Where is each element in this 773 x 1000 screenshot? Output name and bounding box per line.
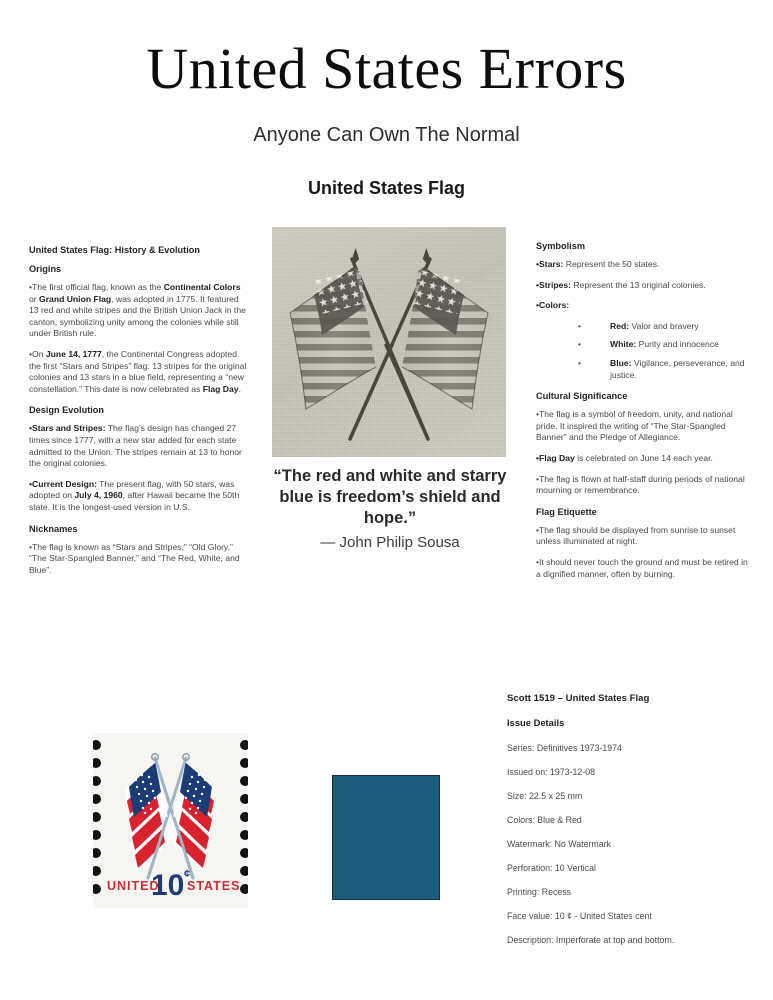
stripes-text: Represent the 13 original colonies. <box>571 279 706 290</box>
color-name-white: White: <box>610 339 637 350</box>
origins-b2-bold1: June 14, 1777 <box>45 348 102 359</box>
design-b1-text: The flag’s design has changed 27 times since 1777, with a new star added for each state admitted to the Union. The stripes remain at 13 to honor the original colonies. <box>29 423 242 469</box>
etiquette-bullet-2: •It should never touch the ground and must be retired in a dignified manner, often by burning. <box>536 556 748 579</box>
bullet-icon: • <box>578 339 582 350</box>
stamp-cent-mark: ¢ <box>184 868 191 880</box>
colors-bold: •Colors: <box>536 300 570 311</box>
origins-bullet-2 <box>29 349 247 395</box>
detail-row-description: Description: Imperforate at top and bottom. <box>507 935 675 945</box>
colors-sublist <box>536 321 752 381</box>
color-name-red: Red: <box>610 320 630 331</box>
flag-etiquette-heading: Flag Etiquette <box>536 506 597 517</box>
color-item-white <box>536 339 752 351</box>
color-item-blue <box>536 358 752 381</box>
cultural-bullet-2 <box>536 453 752 465</box>
issue-details-heading: Issue Details <box>507 717 565 728</box>
pull-quote: “The red and white and starry blue is freedom’s shield and hope.” <box>273 467 507 527</box>
color-desc-white: Purity and innocence <box>636 339 719 350</box>
detail-row-watermark: Watermark: No Watermark <box>507 839 611 849</box>
symbolism-heading: Symbolism <box>536 241 586 251</box>
nicknames-text: •The flag is known as “Stars and Stripes,” “Old Glory,” “The Star-Spangled Banner,” and “The Red, White, and Blue”. <box>29 541 240 575</box>
page-title: United States Errors <box>146 36 627 101</box>
symbolism-colors-label <box>536 300 752 312</box>
stripes-bold: •Stripes: <box>536 279 572 290</box>
design-b2-text2: , after Hawaii became the 50th state. It is the longest-used version in U.S. <box>29 490 240 512</box>
color-desc-blue: Vigilance, perseverance, and justice. <box>610 357 745 380</box>
design-b2-text1: The present flag, with 50 stars, was adopted on <box>29 478 235 501</box>
symbolism-stripes <box>536 280 752 292</box>
detail-row-printing: Printing: Recess <box>507 887 572 897</box>
origins-b1-pre: •The first official flag, known as the <box>29 282 164 292</box>
color-swatch-blue <box>332 775 440 900</box>
crossed-flags-engraving-art <box>272 227 506 457</box>
origins-b1-bold1: Continental Colors <box>163 282 241 292</box>
flag-day-bold: •Flag Day <box>536 452 575 463</box>
etiquette-bullet-1: •The flag should be displayed from sunrise to sunset unless illuminated at night. <box>536 524 736 547</box>
origins-b1-mid: or <box>29 293 40 304</box>
page-subtitle: Anyone Can Own The Normal <box>253 124 520 146</box>
stars-bold: •Stars: <box>536 259 564 269</box>
origins-b2-pre: •On <box>29 348 46 359</box>
detail-row-perforation: Perforation: 10 Vertical <box>507 863 596 873</box>
origins-b2-post: . <box>238 383 241 394</box>
design-bullet-1 <box>29 423 247 469</box>
origins-heading: Origins <box>29 264 62 274</box>
origins-b2-mid: , the Continental Congress adopted the first “Stars and Stripes” flag: 13 stripes for the original colonies and 13 stars in a blue field, representing a “new constellation.” This date is now celebrated as <box>29 348 247 394</box>
cultural-bullet-1: •The flag is a symbol of freedom, unity, and national pride. It inspired the writing of “The Star-Spangled Banner” and the Pledge of Allegiance. <box>536 409 733 443</box>
stamp-artwork <box>93 733 248 908</box>
nicknames-heading: Nicknames <box>29 523 78 534</box>
left-column <box>29 244 247 585</box>
bullet-icon: • <box>578 357 582 368</box>
stamp-left-word: UNITED <box>107 879 160 893</box>
design-evolution-heading: Design Evolution <box>29 405 105 416</box>
design-b2-bold2: July 4, 1960 <box>74 490 123 501</box>
flag-day-text: is celebrated on June 14 each year. <box>574 452 713 463</box>
detail-row-colors: Colors: Blue & Red <box>507 815 582 825</box>
right-column <box>536 240 752 589</box>
design-bullet-2 <box>29 479 247 514</box>
detail-row-issued-on: Issued on: 1973-12-08 <box>507 767 596 777</box>
detail-row-face-value: Face value: 10 ¢ - United States cent <box>507 911 652 921</box>
issue-details-panel <box>507 693 763 958</box>
origins-b2-bold2: Flag Day <box>202 383 239 394</box>
origins-b1-bold2: Grand Union Flag <box>39 293 112 304</box>
cultural-bullet-3: •The flag is flown at half-staff during periods of national mourning or remembrance. <box>536 473 745 496</box>
origins-b1-post: , was adopted in 1775. It featured 13 red and white stripes and the British Union Jack in the canton, symbolizing unity among the colonies while still under British rule. <box>29 293 246 339</box>
design-b2-bold: •Current Design: <box>29 478 97 489</box>
symbolism-stars <box>536 259 752 271</box>
origins-bullet-1 <box>29 282 247 340</box>
color-item-red <box>536 321 752 333</box>
left-column-heading: United States Flag: History & Evolution <box>29 245 201 255</box>
stamp-image <box>93 733 248 908</box>
crossed-flags-engraving-image <box>272 227 506 457</box>
stars-text: Represent the 50 states. <box>563 259 660 269</box>
cultural-significance-heading: Cultural Significance <box>536 391 628 402</box>
design-b1-bold: •Stars and Stripes: <box>29 423 106 434</box>
color-name-blue: Blue: <box>610 357 632 368</box>
stamp-right-word: STATES <box>187 879 241 893</box>
section-title: United States Flag <box>307 178 466 198</box>
color-desc-red: Valor and bravery <box>629 320 699 331</box>
bullet-icon: • <box>578 320 582 331</box>
detail-row-size: Size: 22.5 x 25 mm <box>507 791 583 801</box>
stamp-denomination: 10 <box>151 869 185 902</box>
detail-row-series: Series: Definitives 1973-1974 <box>507 743 622 753</box>
pull-quote-author: — John Philip Sousa <box>320 534 460 551</box>
scott-catalog-title: Scott 1519 – United States Flag <box>507 693 650 704</box>
